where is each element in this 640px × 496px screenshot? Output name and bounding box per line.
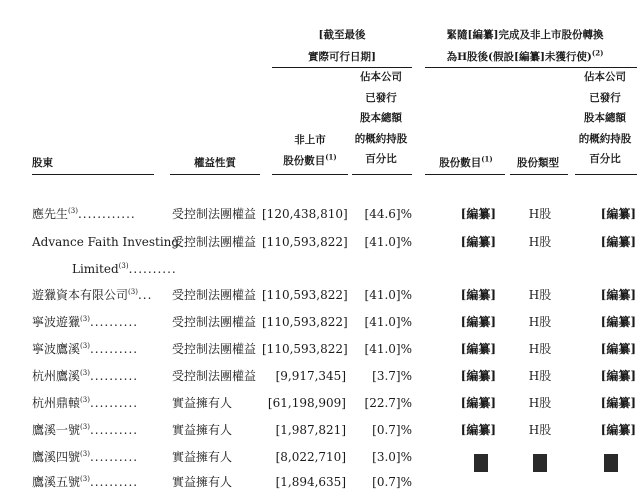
shareholder-name — [32, 423, 138, 437]
unlisted-shares: [110,593,822] — [262, 315, 348, 329]
pct1: [41.0]% — [364, 235, 412, 249]
pct2: [編纂] — [600, 369, 636, 383]
col-pct1-line2: 已發行 — [365, 91, 397, 104]
col-pct1-line4: 的概約持股 — [354, 132, 408, 145]
nature: 實益擁有人 — [172, 450, 233, 464]
unlisted-shares: [1,987,821] — [275, 423, 346, 437]
pct1: [0.7]% — [372, 475, 412, 489]
nature: 受控制法團權益 — [172, 315, 257, 329]
shares: [編纂] — [460, 207, 496, 221]
share-class: H股 — [528, 288, 552, 302]
shareholder-note: (3) — [80, 342, 90, 350]
pct2: [編纂] — [600, 342, 636, 356]
col-pct1-line1: 佔本公司 — [360, 71, 402, 83]
leader-dots: .......... — [89, 315, 139, 329]
col-pct1-line3: 股本總額 — [360, 112, 402, 124]
shareholder-note: (3) — [80, 315, 90, 323]
shareholder-name-text: 應先生 — [32, 207, 69, 221]
nature: 實益擁有人 — [172, 396, 233, 410]
nature: 實益擁有人 — [172, 423, 233, 437]
shares: [編纂] — [460, 342, 496, 356]
group2-header-line2 — [425, 46, 625, 68]
pct1: [22.7]% — [364, 396, 412, 410]
shareholder-note: (3) — [80, 396, 90, 404]
col-pct2-line4: 的概約持股 — [578, 132, 632, 145]
col-shares-note: (1) — [481, 154, 493, 164]
shareholder-name — [32, 342, 138, 356]
leader-dots: .......... — [89, 475, 139, 489]
shares: [編纂] — [460, 235, 496, 249]
shareholder-note: (3) — [80, 475, 90, 483]
leader-dots: .......... — [89, 450, 139, 464]
share-class: H股 — [528, 207, 552, 221]
col-unlisted-line2-text: 股份數目 — [283, 154, 326, 167]
pct2: [編纂] — [600, 288, 636, 302]
pct1: [41.0]% — [364, 288, 412, 302]
col-pct2-line5: 百分比 — [589, 153, 621, 165]
shareholder-note: (3) — [80, 423, 90, 431]
nature: 受控制法團權益 — [172, 369, 257, 383]
unlisted-shares: [61,198,909] — [267, 396, 346, 410]
shareholder-name-text: 鷹溪四號 — [32, 450, 81, 464]
pct1: [0.7]% — [372, 423, 412, 437]
pct2: [編纂] — [600, 396, 636, 410]
shareholder-name — [32, 288, 152, 302]
col-nature-header: 權益性質 — [194, 157, 236, 169]
col-pct2-line1: 佔本公司 — [584, 71, 626, 83]
leader-dots: .......... — [89, 396, 139, 410]
leader-dots: ... — [137, 288, 153, 302]
shares: [編纂] — [460, 369, 496, 383]
redaction-mark — [533, 454, 547, 472]
unlisted-shares: [120,438,810] — [262, 207, 348, 221]
leader-dots: .......... — [89, 369, 139, 383]
pct2: [編纂] — [600, 235, 636, 249]
shares: [編纂] — [460, 396, 496, 410]
pct2: [編纂] — [600, 207, 636, 221]
rule-nature — [170, 174, 260, 175]
unlisted-shares: [110,593,822] — [262, 342, 348, 356]
shareholder-name — [32, 475, 138, 489]
group1-header-line1: [截至最後 — [318, 29, 366, 41]
share-class: H股 — [528, 235, 552, 249]
share-class: H股 — [528, 396, 552, 410]
shareholder-note: (3) — [80, 450, 90, 458]
shares: [編纂] — [460, 288, 496, 302]
shareholder-name — [32, 450, 138, 464]
shareholder-name2-text: Limited — [72, 262, 119, 276]
pct1: [3.7]% — [372, 369, 412, 383]
pct2: [編纂] — [600, 423, 636, 437]
col-pct1-header — [350, 67, 412, 170]
group2-header-note: (2) — [591, 48, 604, 58]
rule-shares — [425, 174, 505, 175]
shareholder-note: (3) — [118, 262, 129, 270]
col-shares-header-text: 股份數目 — [439, 157, 482, 169]
pct2: [編纂] — [600, 315, 636, 329]
shares: [編纂] — [460, 315, 496, 329]
nature: 實益擁有人 — [172, 475, 233, 489]
pct1: [41.0]% — [364, 342, 412, 356]
shareholder-name — [32, 369, 138, 383]
shareholder-name: Advance Faith Investing — [32, 235, 180, 249]
group2-header — [425, 24, 625, 68]
shareholder-note: (3) — [68, 207, 78, 215]
col-unlisted-line1: 非上市 — [294, 134, 326, 146]
unlisted-shares: [9,917,345] — [275, 369, 346, 383]
group2-header-line1: 緊隨[編纂]完成及非上市股份轉換 — [446, 29, 604, 41]
unlisted-shares: [8,022,710] — [275, 450, 346, 464]
rule-shareholder — [32, 174, 154, 175]
shareholder-name-text: 寧波遊獵 — [32, 315, 81, 329]
col-pct2-line3: 股本總額 — [584, 112, 626, 124]
rule-class — [510, 174, 568, 175]
unlisted-shares: [110,593,822] — [262, 288, 348, 302]
col-pct2-header — [572, 67, 638, 170]
group1-header-line2: 實際可行日期] — [308, 51, 376, 63]
rule-pct1 — [352, 174, 412, 175]
col-shares-header — [428, 152, 504, 174]
redaction-mark — [604, 454, 618, 472]
shareholder-name — [32, 315, 138, 329]
share-class: H股 — [528, 315, 552, 329]
shareholder-name-text: 鷹溪一號 — [32, 423, 81, 437]
leader-dots: .......... — [89, 342, 139, 356]
share-class: H股 — [528, 369, 552, 383]
shareholder-name-text: 杭州鼎轅 — [32, 396, 81, 410]
nature: 受控制法團權益 — [172, 342, 257, 356]
unlisted-shares: [110,593,822] — [262, 235, 348, 249]
shareholder-name — [32, 396, 138, 410]
group2-header-line2-text: 為H股後(假設[編纂]未獲行使) — [446, 51, 592, 63]
unlisted-shares: [1,894,635] — [275, 475, 346, 489]
col-class-header: 股份類型 — [517, 157, 559, 169]
rule-unlisted — [272, 174, 348, 175]
col-unlisted-line2 — [272, 151, 348, 172]
pct1: [44.6]% — [364, 207, 412, 221]
shareholder-name-text: 杭州鷹溪 — [32, 369, 81, 383]
shareholder-name-text: 鷹溪五號 — [32, 475, 81, 489]
nature: 受控制法團權益 — [172, 207, 257, 221]
leader-dots: ............ — [77, 207, 136, 221]
share-class: H股 — [528, 423, 552, 437]
shareholder-name-text: 遊獵資本有限公司 — [32, 288, 129, 302]
rule-pct2 — [575, 174, 637, 175]
pct1: [41.0]% — [364, 315, 412, 329]
pct1: [3.0]% — [372, 450, 412, 464]
col-pct1-line5: 百分比 — [365, 153, 397, 165]
nature: 受控制法團權益 — [172, 235, 257, 249]
share-class: H股 — [528, 342, 552, 356]
col-unlisted-note: (1) — [325, 152, 337, 161]
group1-header — [272, 24, 412, 68]
col-pct2-line2: 已發行 — [589, 91, 621, 104]
leader-dots: .......... — [128, 262, 177, 276]
shareholder-name-text: 寧波鷹溪 — [32, 342, 81, 356]
nature: 受控制法團權益 — [172, 288, 257, 302]
shareholder-note: (3) — [80, 369, 90, 377]
col-unlisted-header — [272, 130, 348, 171]
shareholder-name — [32, 207, 136, 221]
redaction-mark — [474, 454, 488, 472]
shares: [編纂] — [460, 423, 496, 437]
shareholder-name-line2 — [72, 262, 177, 276]
shareholder-note: (3) — [128, 288, 138, 296]
leader-dots: .......... — [89, 423, 139, 437]
col-shareholder-header: 股東 — [32, 157, 53, 169]
